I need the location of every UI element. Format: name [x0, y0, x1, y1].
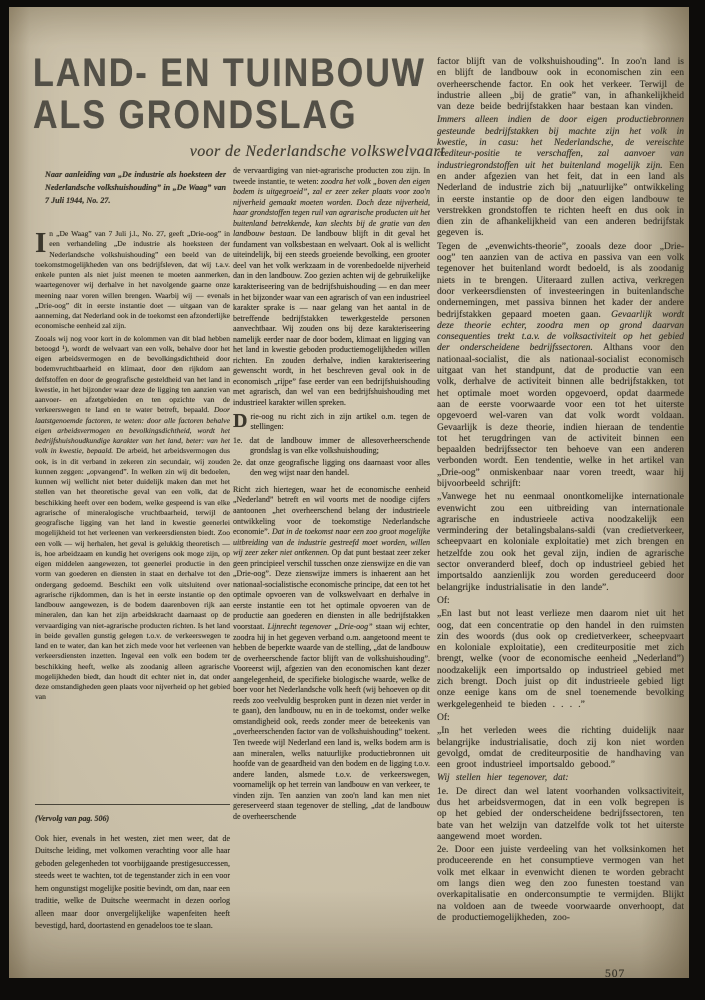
previous-article-continuation: [35, 804, 230, 933]
drop-cap-i: I: [35, 227, 47, 259]
article-subtitle: voor de Nederlandsche volkswelvaart: [189, 143, 445, 160]
right-column: [437, 57, 684, 973]
of-connector-1: Of:: [437, 595, 450, 606]
title-line-2: ALS GRONDSLAG: [33, 93, 358, 138]
continuation-note: (Vervolg van pag. 506): [35, 814, 110, 823]
page-number: 507: [605, 968, 626, 978]
block-quote-2: „En last but not least verlieze men daarom niet uit het oog, dat een concentratie op den handel in den ruimsten zin des woords (dus ook op credietverkeer, scheepvaart en koloniale exploitatie), een crediteurpositie met zich brengt, welke (voor de economische eenheid „Nederland”) noodzakelijk een importsaldo op industrieel gebied met zich brengt. Doch juist op dit industrieele gebied ligt onze eenige kans om de snel toenemende bevolking werkgelegenheid te bieden . . . .”: [437, 609, 684, 710]
block-quote-1: „Vanwege het nu eenmaal onontkomelijke internationale evenwicht zou een uitbreiding van internationale agrarische en industrieele activa noodzakelijk een vermindering der betalingsbalans-saldi (van credietverkeer, scheepvaart en koloniale exploitatie) met zich brengen en hetzelfde zou ook het geval zijn, indien de agrarische sector onveranderd bleef, doch op industrieel gebied het importsaldo aanzienlijk zou worden gereduceerd door belangrijke industrialisatie in den lande”.: [437, 492, 684, 593]
item-label: 1e.: [233, 435, 243, 445]
paragraph-welvaart: Zooals wij nog voor kort in de kolommen van dit blad hebben betoogd ¹), wordt de welvaart van een volk, behalve door het eigen arbeidsvermogen en de bevolkingsdichtheid door bodemvruchtbaarheid en klimaat, door den rijkdom aan delfstoffen en door de geografische gesteldheid van het land in kwestie, in het bijzonder waar deze de ligging ten aanzien van aanvoer- en afzetgebieden en ten opzichte van de verkeerswegen te land en te water betreft, bepaald. Door laatstgenoemde factoren, te weten: door alle factoren behalve eigen arbeidsvermogen en bevolkingsdichtheid, wordt het bedrijfshuishoudkundige karakter van het land, beter: van het volk in kwestie, bepaald. De arbeid, het arbeidsvermogen dus ook, is in dit verband in zekeren zin secundair, wij zouden kunnen zeggen: „opvangend”. In welken zin wij dit bedoelen, kunnen wij wellicht niet beter duidelijk maken dan met het stellen van het theoretische geval van een volk, dat de beschikking heeft over een bodem, welke gespeend is van elke agrarische of mineralogische vruchtbaarheid, terwijl de geografische ligging van het land in kwestie geenerlei mogelijkheid tot het verleenen van verkeersdiensten biedt. Zoo een volk — wij herhalen, het geval is gelukkig theoretisch — is, hoe arbeidzaam en kundig het overigens ook moge zijn, op eigen middelen aangewezen, tot geenerlei productie in den vorm van goederen en diensten in staat en derhalve tot den ondergang gedoemd. Beschikt een volk uitsluitend over agrarische rijkdommen, dan is het in eerste instantie op den landbouw aangewezen, is de bodem daarenboven rijk aan mineralen, dan kan het zijn arbeidskracht daarnaast op de vervaardiging van niet-agrarische producten richten. Is het land in beide gevallen gunstig gelegen t.o.v. de verkeerswegen te land en te water, dan kan het zich mede voor het verleenen van verkeersdiensten inzetten. Ingeval een volk een bodem ter beschikking heeft, welke als zoodanig alleen agrarische mogelijkheden biedt, dan houdt dit echter niet in, dat onder deze omstandigheden geen plaats voor nijverheid op het gebied van: [35, 333, 230, 702]
paragraph-evenwichtstheorie: Tegen de „evenwichts-theorie”, zooals deze door „Drie-oog” ten aanzien van de activa en passiva van een volk tegenover het buitenland wordt bedoeld, is als zoodanig niets in te brengen. Uiteraard zullen activa, verkregen door verkeersdiensten of investeeringen in buitenlandsche ondernemingen, met passiva binnen het kader der andere bedrijfstakken gepaard moeten gaan. Gevaarlijk wordt deze theorie echter, zoodra men op grond daarvan consequenties trekt t.a.v. de volksactiviteit op het gebied der onderscheidene bedrijfssectoren. Althans voor den nationaal-socialist, die als nationaal-socialist economisch uitgaat van het standpunt, dat de productie van een volk, derhalve de activiteit binnen alle bedrijfstakken, tot het optimale moet worden opgevoerd, opdat daarmede aan de eerste voorwaarde voor een tot het uiterste opgevoerd wel-varen van dat volk wordt voldaan. Gevaarlijk is deze theorie, indien hieraan de tendentie tot het terugdringen van de activiteit binnen een bepaalden bedrijfssector ten behoeve van een anderen verbonden wordt. Een tendentie, welke in het artikel van „Drie-oog” onmiskenbaar naar voren treedt, waar hij bijvoorbeeld schrijft:: [437, 241, 684, 489]
paragraph-richt-zich: Richt zich hiertegen, waar het de economische eenheid „Nederland” betreft en wil voorts met de noodige cijfers aantoonen „het overheerschend belang der industrieele ontwikkeling voor de toekomstige Nederlandsche economie”. Dat in de toekomst naar een zoo groot mogelijke uitbreiding van de industrie gestreefd moet worden, willen wij zeer zeker niet ontkennen. Op dat punt bestaat zeer zeker geen principieel verschil tusschen onze zienswijze en die van „Drie-oog”. Deze zienswijze immers is inhaerent aan het nationaal-socialistische economische principe, dat een tot het optimale opvoeren van de volkswelvaart en derhalve in eerste instantie een tot het optimale opvoeren van de productie aan goederen en diensten in alle bedrijfstakken voorstaat. Lijnrecht tegenover „Drie-oog” staan wij echter, zoodra hij in het gegeven verband o.m. aangetoond meent te hebben de beperkte waarde van de stelling, „dat de landbouw de overheerschende factor blijft van de volkshuishouding”. Vooreerst wijl, afgezien van den economischen kant dezer aangelegenheid, de specifieke biologische waarde, welke de boer voor het Nederlandsche volk heeft (wij behoeven op dit reeds zoo veelvuldig besproken punt in dezen niet verder in te gaan), den landbouw, nu en in de toekomst, onder welke omstandigheid ook, reeds zonder meer de beteekenis van „overheerschenden factor van de volkshuishouding” toekent. Ten tweede wijl Nederland een land is, welks bodem arm is aan mineralen, welks natuurlijke productiebronnen uit hoofde van de geaardheid van den bodem en de ligging t.o.v. andere landen, alsmede t.o.v. de verkeerswegen, voornamelijk op het terrein van landbouw en van verkeer, te vinden zijn. Ten aanzien van zoo'n land kan men niet gereserveerd staan tegenover de stelling, „dat de landbouw de overheerschende: [233, 484, 430, 821]
drop-cap-d: D: [233, 409, 248, 432]
counter-item-2: 2e. Door een juiste verdeeling van het volksinkomen het produceerende en het consumptieve vermogen van het volk met elkaar in evenwicht dienen te worden gebracht om langs dien weg den zoo funesten toestand van overkapitalisatie en onderconsumptie te vermijden. Blijkt na voldoen aan de tweede voorwaarde onverhoopt, dat de productiemogelijkheden, zoo-: [437, 845, 684, 923]
article-title: [33, 49, 445, 161]
of-connector-2: Of:: [437, 712, 450, 723]
paragraph-drieoog-stellingen: Drie-oog nu richt zich in zijn artikel o.m. tegen de stellingen:: [233, 409, 430, 432]
paragraph-immers: Immers alleen indien de door eigen productiebronnen gesteunde bedrijfstakken bij machte zijn het volk in kwestie, in casu: het Nederlandsche, de vereischte crediteur-positie te verschaffen, zal aanvoer van industriegrondstoffen uit het buitenland mogelijk zijn. Een en ander afgezien van het feit, dat in een land als Nederland de industrie zich bij „natuurlijke” ontwikkeling in eerste instantie op de door den eigen landbouw te verstrekken grondstoffen te richten heeft en dus ook in dien zin de afhankelijkheid van een anderen bedrijfstak gegeven is.: [437, 115, 684, 239]
block-quote-3: „In het verleden wees die richting duidelijk naar belangrijke industrialisatie, doch zij kon niet worden gevolgd, omdat de crediteurpositie de handhaving van een groot industrieel importsaldo gebood.”: [437, 726, 684, 771]
title-line-1: LAND- EN TUINBOUW: [33, 51, 426, 96]
item-label: 2e.: [233, 457, 243, 467]
counter-item-1: 1e. De direct dan wel latent voorhanden volksactiviteit, dus het arbeidsvermogen, dat in een volk begrepen is op het gebied der onderscheidene bedrijfssectoren, ten bate van het welzijn van datzelfde volk tot het uiterste aangewend moet worden.: [437, 786, 684, 842]
numbered-item-2: 2e. dat onze geografische ligging ons daarnaast voor alles den weg wijst naar den handel.: [233, 457, 430, 478]
paragraph-landbouw-fundament: de vervaardiging van niet-agrarische producten zou zijn. In tweede instantie, te weten: zoodra het volk „boven den eigen bodem is uitgegroeid”, zal er zeer zeker plaats voor zoo'n nijverheid gemaakt moeten worden. Doch deze nijverheid, haar grondstoffen tegen ruil van agrarische producten uit het buitenland betrekkende, kan slechts bij de gratie van den landbouw bestaan. De landbouw blijft in dit geval het fundament van volksbestaan en welvaart. Ook al is wellicht uiteindelijk, bij een steeds groeiende bevolking, een grooter deel van het volk werkzaam in de vorenbedoelde nijverheid dan in den landbouw. Zoo gezien achten wij de gebruikelijke karakteriseering van de bedrijfshuishouding — en dan meer in het bijzonder waar van een agrarisch of van een industrieel karakter sprake is — naar gelang van het aantal in de betreffende bedrijfstakken tewerkgestelde personen aanvechtbaar. Wij zouden ons bij deze karakteriseering namelijk eerder naar de door bodem, klimaat en ligging van het land in kwestie geboden productiemogelijkheden willen richten. En zouden derhalve, indien karakteriseering gewenscht wordt, in het beschreven geval ook in de economisch „rijpe” fase eerder van een bedrijfshuishouding met agrarisch, dan wel van een bedrijfshuishouding met industrieel karakter willen spreken.: [233, 166, 430, 408]
intro-note: Naar aanleiding van „De industrie als hoeksteen der Nederlandsche volkshuishouding” in „De Waag” van 7 Juli 1944, No. 27.: [45, 170, 226, 205]
magazine-page: [9, 7, 689, 978]
continuation-paragraph: Ook hier, evenals in het westen, ziet men weer, dat de Duitsche leiding, met volkomen verachting voor alle haar geboden gelegenheden tot voorbijgaande prestigesuccessen, steeds weet te wachten, tot de tegenstander zich in een voor hem ongunstigst mogelijke positie bevindt, om dan, naar een traditie, welke de Duitsche weermacht in dezen oorlog alleen maar door onvergelijkelijke wapenfeiten heeft bevestigd, hard, doortastend en genadeloos toe te slaan.: [35, 833, 230, 930]
paragraph-overheerschende-factor: factor blijft van de volkshuishouding”. In zoo'n land is en blijft de landbouw ook in economischen zin een overheerschende factor. En ook het verkeer. Terwijl de industrie alleen „bij de gratie” van, in afhankelijkheid van deze beide bedrijfstakken haar bestaan kan vinden.: [437, 57, 684, 113]
numbered-item-1: 1e. dat de landbouw immer de allesoverheerschende grondslag is van elke volkshuishouding;: [233, 435, 430, 456]
left-column: [35, 162, 230, 810]
counter-list-intro: Wij stellen hier tegenover, dat:: [437, 773, 569, 784]
middle-column: [233, 166, 430, 954]
paragraph-lead: In „De Waag” van 7 Juli j.l., No. 27, geeft „Drie-oog” in een verhandeling „De industrie als hoeksteen der Nederlandsche volkshuishouding” een beeld van de toekomstmogelijkheden van ons bedrijfsleven, dat wij t.a.v. enkele punten als niet juist meenen te moeten aanmerken, waartegenover wij derhalve in het navolgende gaarne onze meening naar voren willen brengen. Waarbij wij — evenals „Drie-oog” dit in eerste instantie doet — uitgaan van de aanneming, dat Nederland ook in de toekomst een afzonderlijke economische eenheid zal zijn.: [35, 227, 230, 331]
